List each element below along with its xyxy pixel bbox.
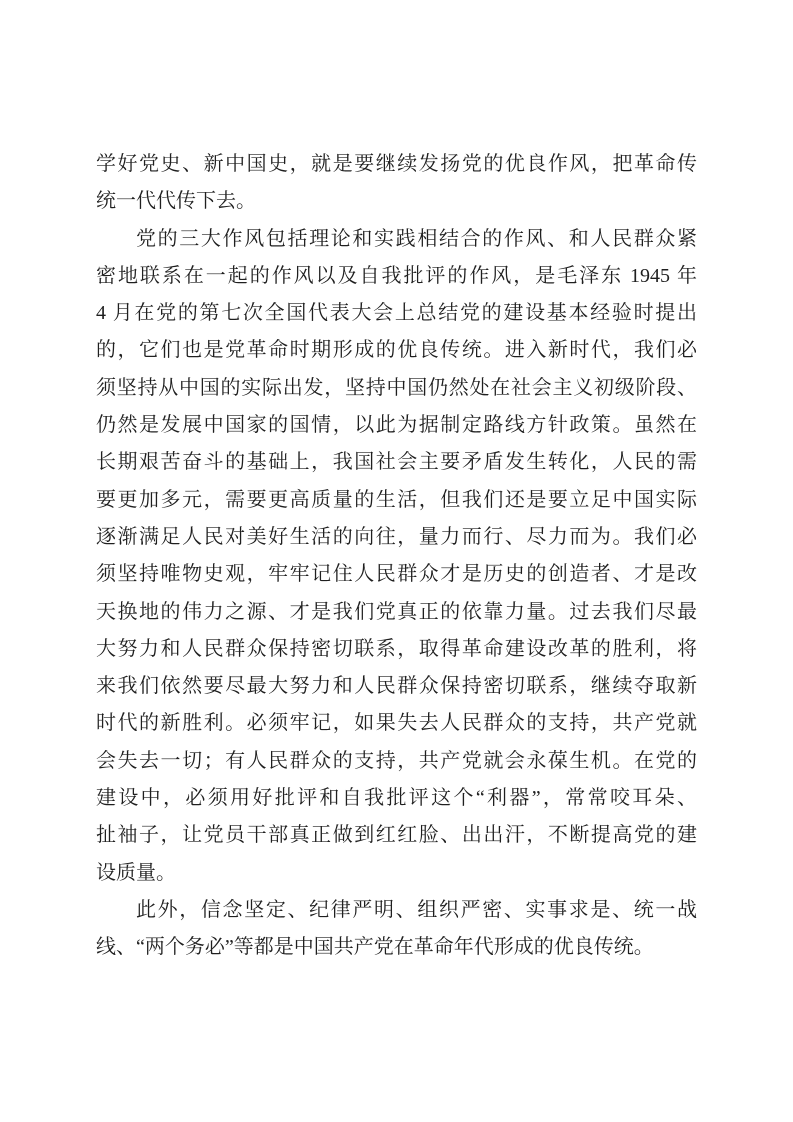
text-line: 须坚持从中国的实际出发，坚持中国仍然处在社会主义初级阶段、	[96, 376, 697, 399]
text-line: 大努力和人民群众保持密切联系，取得革命建设改革的胜利，将	[96, 637, 697, 660]
text-line: 逐渐满足人民对美好生活的向往，量力而行、尽力而为。我们必	[96, 525, 697, 548]
text-line: 会失去一切；有人民群众的支持，共产党就会永葆生机。在党的	[96, 749, 697, 772]
text-line: 此外，信念坚定、纪律严明、组织严密、实事求是、统一战	[136, 898, 697, 921]
text-line: 线、“两个务必”等都是中国共产党在革命年代形成的优良传统。	[96, 936, 654, 959]
text-line: 要更加多元，需要更高质量的生活，但我们还是要立足中国实际	[96, 488, 697, 511]
text-line: 设质量。	[96, 861, 176, 884]
text-line: 长期艰苦奋斗的基础上，我国社会主要矛盾发生转化，人民的需	[96, 451, 697, 474]
text-line: 统一代代传下去。	[96, 190, 256, 213]
text-line: 时代的新胜利。必须牢记，如果失去人民群众的支持，共产党就	[96, 712, 697, 735]
text-line: 来我们依然要尽最大努力和人民群众保持密切联系，继续夺取新	[96, 675, 697, 698]
text-line: 密地联系在一起的作风以及自我批评的作风，是毛泽东 1945 年	[96, 264, 697, 287]
text-line: 须坚持唯物史观，牢牢记住人民群众才是历史的创造者、才是改	[96, 563, 697, 586]
text-line: 学好党史、新中国史，就是要继续发扬党的优良作风，把革命传	[96, 153, 697, 175]
text-line: 扯袖子，让党员干部真正做到红红脸、出出汗，不断提高党的建	[96, 824, 697, 847]
text-block	[96, 146, 697, 967]
text-line: 的，它们也是党革命时期形成的优良传统。进入新时代，我们必	[96, 339, 697, 362]
text-line: 天换地的伟力之源、才是我们党真正的依靠力量。过去我们尽最	[96, 600, 697, 623]
text-line: 建设中，必须用好批评和自我批评这个“利器”，常常咬耳朵、	[96, 787, 697, 810]
text-line: 党的三大作风包括理论和实践相结合的作风、和人民群众紧	[136, 227, 697, 250]
text-line: 仍然是发展中国家的国情，以此为据制定路线方针政策。虽然在	[96, 414, 697, 437]
text-line: 4 月在党的第七次全国代表大会上总结党的建设基本经验时提出	[96, 302, 697, 325]
